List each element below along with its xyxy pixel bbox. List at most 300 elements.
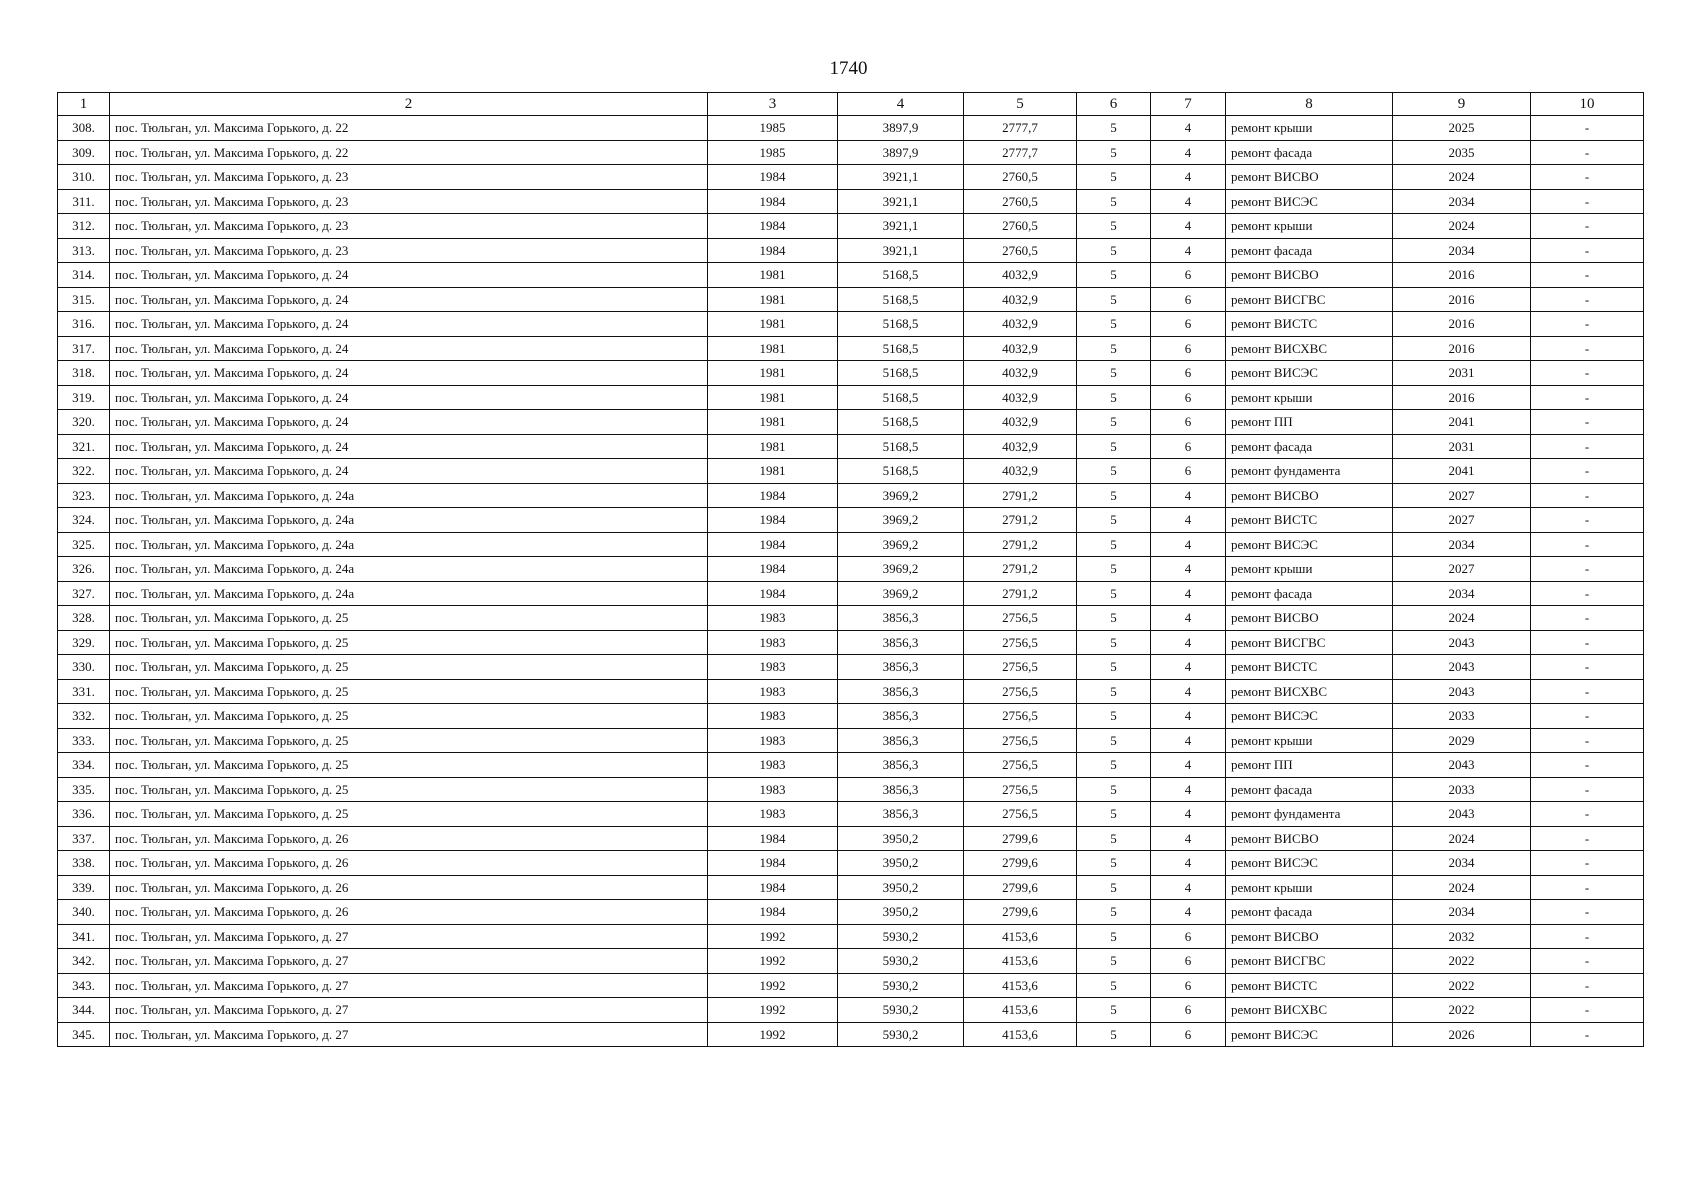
address-cell: пос. Тюльган, ул. Максима Горького, д. 24 — [110, 287, 708, 312]
address-cell: пос. Тюльган, ул. Максима Горького, д. 23 — [110, 214, 708, 239]
row-number: 343. — [58, 973, 110, 998]
address-cell: пос. Тюльган, ул. Максима Горького, д. 24 — [110, 385, 708, 410]
year-cell: 1981 — [708, 336, 838, 361]
column-header: 2 — [110, 93, 708, 116]
total-area-cell: 5168,5 — [838, 385, 964, 410]
entrances-cell: 4 — [1151, 875, 1226, 900]
living-area-cell: 2799,6 — [964, 900, 1077, 925]
note-cell: - — [1531, 263, 1644, 288]
note-cell: - — [1531, 214, 1644, 239]
note-cell: - — [1531, 924, 1644, 949]
year-cell: 1981 — [708, 287, 838, 312]
entrances-cell: 4 — [1151, 753, 1226, 778]
address-cell: пос. Тюльган, ул. Максима Горького, д. 22 — [110, 140, 708, 165]
total-area-cell: 5930,2 — [838, 973, 964, 998]
work-type-cell: ремонт ПП — [1226, 410, 1393, 435]
work-type-cell: ремонт ВИСВО — [1226, 263, 1393, 288]
work-type-cell: ремонт ВИСЭС — [1226, 704, 1393, 729]
entrances-cell: 4 — [1151, 630, 1226, 655]
row-number: 334. — [58, 753, 110, 778]
work-type-cell: ремонт ВИСТС — [1226, 973, 1393, 998]
work-type-cell: ремонт крыши — [1226, 557, 1393, 582]
year-cell: 1981 — [708, 312, 838, 337]
row-number: 314. — [58, 263, 110, 288]
year-cell: 1983 — [708, 728, 838, 753]
planned-year-cell: 2034 — [1393, 851, 1531, 876]
entrances-cell: 6 — [1151, 924, 1226, 949]
table-row — [58, 704, 1644, 729]
living-area-cell: 2791,2 — [964, 532, 1077, 557]
address-cell: пос. Тюльган, ул. Максима Горького, д. 24 — [110, 434, 708, 459]
total-area-cell: 5930,2 — [838, 949, 964, 974]
living-area-cell: 2791,2 — [964, 557, 1077, 582]
total-area-cell: 3950,2 — [838, 826, 964, 851]
page-number: 1740 — [829, 58, 868, 79]
row-number: 342. — [58, 949, 110, 974]
table-row — [58, 434, 1644, 459]
planned-year-cell: 2033 — [1393, 777, 1531, 802]
living-area-cell: 4032,9 — [964, 410, 1077, 435]
planned-year-cell: 2043 — [1393, 679, 1531, 704]
floors-cell: 5 — [1077, 606, 1151, 631]
address-cell: пос. Тюльган, ул. Максима Горького, д. 26 — [110, 875, 708, 900]
entrances-cell: 4 — [1151, 728, 1226, 753]
row-number: 337. — [58, 826, 110, 851]
entrances-cell: 6 — [1151, 263, 1226, 288]
total-area-cell: 3969,2 — [838, 557, 964, 582]
table-row — [58, 410, 1644, 435]
planned-year-cell: 2022 — [1393, 949, 1531, 974]
entrances-cell: 4 — [1151, 655, 1226, 680]
total-area-cell: 3856,3 — [838, 606, 964, 631]
table-row — [58, 336, 1644, 361]
note-cell: - — [1531, 753, 1644, 778]
work-type-cell: ремонт ВИСЭС — [1226, 532, 1393, 557]
row-number: 310. — [58, 165, 110, 190]
table-row — [58, 312, 1644, 337]
address-cell: пос. Тюльган, ул. Максима Горького, д. 25 — [110, 728, 708, 753]
total-area-cell: 5168,5 — [838, 263, 964, 288]
year-cell: 1984 — [708, 483, 838, 508]
note-cell: - — [1531, 385, 1644, 410]
address-cell: пос. Тюльган, ул. Максима Горького, д. 25 — [110, 679, 708, 704]
table-row — [58, 875, 1644, 900]
total-area-cell: 5168,5 — [838, 410, 964, 435]
entrances-cell: 4 — [1151, 165, 1226, 190]
row-number: 344. — [58, 998, 110, 1023]
year-cell: 1984 — [708, 557, 838, 582]
address-cell: пос. Тюльган, ул. Максима Горького, д. 24 — [110, 361, 708, 386]
year-cell: 1984 — [708, 851, 838, 876]
entrances-cell: 4 — [1151, 140, 1226, 165]
floors-cell: 5 — [1077, 557, 1151, 582]
year-cell: 1992 — [708, 924, 838, 949]
living-area-cell: 4153,6 — [964, 924, 1077, 949]
planned-year-cell: 2016 — [1393, 385, 1531, 410]
living-area-cell: 4153,6 — [964, 1022, 1077, 1047]
year-cell: 1983 — [708, 630, 838, 655]
table-row — [58, 557, 1644, 582]
work-type-cell: ремонт ВИСТС — [1226, 508, 1393, 533]
row-number: 339. — [58, 875, 110, 900]
total-area-cell: 3856,3 — [838, 777, 964, 802]
year-cell: 1984 — [708, 508, 838, 533]
planned-year-cell: 2016 — [1393, 263, 1531, 288]
address-cell: пос. Тюльган, ул. Максима Горького, д. 23 — [110, 165, 708, 190]
note-cell: - — [1531, 532, 1644, 557]
address-cell: пос. Тюльган, ул. Максима Горького, д. 25 — [110, 704, 708, 729]
floors-cell: 5 — [1077, 532, 1151, 557]
planned-year-cell: 2034 — [1393, 238, 1531, 263]
planned-year-cell: 2043 — [1393, 753, 1531, 778]
work-type-cell: ремонт ВИСЭС — [1226, 1022, 1393, 1047]
note-cell: - — [1531, 508, 1644, 533]
living-area-cell: 2756,5 — [964, 728, 1077, 753]
living-area-cell: 2756,5 — [964, 704, 1077, 729]
floors-cell: 5 — [1077, 361, 1151, 386]
note-cell: - — [1531, 410, 1644, 435]
row-number: 338. — [58, 851, 110, 876]
living-area-cell: 2756,5 — [964, 777, 1077, 802]
year-cell: 1992 — [708, 998, 838, 1023]
entrances-cell: 6 — [1151, 434, 1226, 459]
header-row — [58, 93, 1644, 116]
planned-year-cell: 2031 — [1393, 434, 1531, 459]
year-cell: 1981 — [708, 434, 838, 459]
year-cell: 1981 — [708, 361, 838, 386]
entrances-cell: 4 — [1151, 238, 1226, 263]
address-cell: пос. Тюльган, ул. Максима Горького, д. 25 — [110, 655, 708, 680]
year-cell: 1983 — [708, 655, 838, 680]
address-cell: пос. Тюльган, ул. Максима Горького, д. 27 — [110, 998, 708, 1023]
address-cell: пос. Тюльган, ул. Максима Горького, д. 25 — [110, 606, 708, 631]
address-cell: пос. Тюльган, ул. Максима Горького, д. 24а — [110, 508, 708, 533]
table-row — [58, 949, 1644, 974]
total-area-cell: 3856,3 — [838, 728, 964, 753]
entrances-cell: 4 — [1151, 116, 1226, 141]
floors-cell: 5 — [1077, 900, 1151, 925]
total-area-cell: 3921,1 — [838, 189, 964, 214]
column-header: 10 — [1531, 93, 1644, 116]
table-row — [58, 1022, 1644, 1047]
floors-cell: 5 — [1077, 704, 1151, 729]
work-type-cell: ремонт крыши — [1226, 214, 1393, 239]
total-area-cell: 3969,2 — [838, 581, 964, 606]
table-row — [58, 998, 1644, 1023]
total-area-cell: 3921,1 — [838, 238, 964, 263]
floors-cell: 5 — [1077, 753, 1151, 778]
planned-year-cell: 2034 — [1393, 189, 1531, 214]
row-number: 329. — [58, 630, 110, 655]
planned-year-cell: 2026 — [1393, 1022, 1531, 1047]
floors-cell: 5 — [1077, 826, 1151, 851]
year-cell: 1983 — [708, 802, 838, 827]
repair-schedule-table — [57, 92, 1644, 1047]
living-area-cell: 4032,9 — [964, 434, 1077, 459]
table-row — [58, 802, 1644, 827]
work-type-cell: ремонт ВИСВО — [1226, 165, 1393, 190]
address-cell: пос. Тюльган, ул. Максима Горького, д. 24а — [110, 581, 708, 606]
living-area-cell: 4032,9 — [964, 263, 1077, 288]
work-type-cell: ремонт ВИСЭС — [1226, 361, 1393, 386]
planned-year-cell: 2034 — [1393, 532, 1531, 557]
row-number: 312. — [58, 214, 110, 239]
work-type-cell: ремонт ВИСГВС — [1226, 630, 1393, 655]
note-cell: - — [1531, 238, 1644, 263]
planned-year-cell: 2027 — [1393, 508, 1531, 533]
note-cell: - — [1531, 361, 1644, 386]
entrances-cell: 6 — [1151, 410, 1226, 435]
total-area-cell: 3856,3 — [838, 655, 964, 680]
living-area-cell: 2760,5 — [964, 189, 1077, 214]
row-number: 315. — [58, 287, 110, 312]
address-cell: пос. Тюльган, ул. Максима Горького, д. 24 — [110, 336, 708, 361]
floors-cell: 5 — [1077, 508, 1151, 533]
note-cell: - — [1531, 826, 1644, 851]
table-row — [58, 777, 1644, 802]
year-cell: 1984 — [708, 826, 838, 851]
entrances-cell: 4 — [1151, 532, 1226, 557]
note-cell: - — [1531, 704, 1644, 729]
column-header: 8 — [1226, 93, 1393, 116]
entrances-cell: 4 — [1151, 214, 1226, 239]
planned-year-cell: 2027 — [1393, 483, 1531, 508]
year-cell: 1984 — [708, 238, 838, 263]
planned-year-cell: 2024 — [1393, 826, 1531, 851]
work-type-cell: ремонт фасада — [1226, 238, 1393, 263]
living-area-cell: 4032,9 — [964, 361, 1077, 386]
note-cell: - — [1531, 949, 1644, 974]
row-number: 332. — [58, 704, 110, 729]
row-number: 322. — [58, 459, 110, 484]
address-cell: пос. Тюльган, ул. Максима Горького, д. 24 — [110, 410, 708, 435]
planned-year-cell: 2027 — [1393, 557, 1531, 582]
total-area-cell: 3856,3 — [838, 704, 964, 729]
entrances-cell: 4 — [1151, 826, 1226, 851]
year-cell: 1981 — [708, 385, 838, 410]
planned-year-cell: 2033 — [1393, 704, 1531, 729]
table-row — [58, 508, 1644, 533]
note-cell: - — [1531, 900, 1644, 925]
entrances-cell: 6 — [1151, 973, 1226, 998]
planned-year-cell: 2024 — [1393, 165, 1531, 190]
living-area-cell: 4032,9 — [964, 385, 1077, 410]
living-area-cell: 2756,5 — [964, 753, 1077, 778]
note-cell: - — [1531, 312, 1644, 337]
year-cell: 1984 — [708, 900, 838, 925]
work-type-cell: ремонт крыши — [1226, 728, 1393, 753]
year-cell: 1983 — [708, 777, 838, 802]
address-cell: пос. Тюльган, ул. Максима Горького, д. 25 — [110, 802, 708, 827]
work-type-cell: ремонт ВИСХВС — [1226, 679, 1393, 704]
note-cell: - — [1531, 777, 1644, 802]
address-cell: пос. Тюльган, ул. Максима Горького, д. 23 — [110, 189, 708, 214]
entrances-cell: 4 — [1151, 483, 1226, 508]
floors-cell: 5 — [1077, 924, 1151, 949]
row-number: 318. — [58, 361, 110, 386]
address-cell: пос. Тюльган, ул. Максима Горького, д. 26 — [110, 851, 708, 876]
floors-cell: 5 — [1077, 973, 1151, 998]
floors-cell: 5 — [1077, 189, 1151, 214]
planned-year-cell: 2041 — [1393, 459, 1531, 484]
work-type-cell: ремонт ПП — [1226, 753, 1393, 778]
living-area-cell: 2777,7 — [964, 140, 1077, 165]
planned-year-cell: 2016 — [1393, 312, 1531, 337]
table-row — [58, 606, 1644, 631]
row-number: 341. — [58, 924, 110, 949]
year-cell: 1984 — [708, 581, 838, 606]
total-area-cell: 3921,1 — [838, 214, 964, 239]
address-cell: пос. Тюльган, ул. Максима Горького, д. 24а — [110, 532, 708, 557]
note-cell: - — [1531, 655, 1644, 680]
address-cell: пос. Тюльган, ул. Максима Горького, д. 23 — [110, 238, 708, 263]
living-area-cell: 2760,5 — [964, 214, 1077, 239]
entrances-cell: 6 — [1151, 312, 1226, 337]
total-area-cell: 3950,2 — [838, 875, 964, 900]
entrances-cell: 4 — [1151, 777, 1226, 802]
address-cell: пос. Тюльган, ул. Максима Горького, д. 27 — [110, 973, 708, 998]
table-row — [58, 263, 1644, 288]
table-row — [58, 116, 1644, 141]
note-cell: - — [1531, 851, 1644, 876]
living-area-cell: 2756,5 — [964, 606, 1077, 631]
total-area-cell: 5168,5 — [838, 287, 964, 312]
row-number: 326. — [58, 557, 110, 582]
planned-year-cell: 2043 — [1393, 630, 1531, 655]
table-row — [58, 826, 1644, 851]
row-number: 308. — [58, 116, 110, 141]
note-cell: - — [1531, 287, 1644, 312]
year-cell: 1985 — [708, 140, 838, 165]
table-row — [58, 459, 1644, 484]
table-row — [58, 851, 1644, 876]
total-area-cell: 5168,5 — [838, 336, 964, 361]
entrances-cell: 6 — [1151, 336, 1226, 361]
work-type-cell: ремонт ВИСХВС — [1226, 998, 1393, 1023]
entrances-cell: 6 — [1151, 949, 1226, 974]
address-cell: пос. Тюльган, ул. Максима Горького, д. 24 — [110, 312, 708, 337]
work-type-cell: ремонт фундамента — [1226, 459, 1393, 484]
entrances-cell: 4 — [1151, 679, 1226, 704]
row-number: 309. — [58, 140, 110, 165]
total-area-cell: 3969,2 — [838, 483, 964, 508]
living-area-cell: 2756,5 — [964, 802, 1077, 827]
note-cell: - — [1531, 1022, 1644, 1047]
living-area-cell: 2791,2 — [964, 483, 1077, 508]
column-header: 9 — [1393, 93, 1531, 116]
work-type-cell: ремонт ВИСХВС — [1226, 336, 1393, 361]
floors-cell: 5 — [1077, 655, 1151, 680]
total-area-cell: 3950,2 — [838, 900, 964, 925]
floors-cell: 5 — [1077, 434, 1151, 459]
floors-cell: 5 — [1077, 777, 1151, 802]
entrances-cell: 6 — [1151, 459, 1226, 484]
year-cell: 1992 — [708, 949, 838, 974]
floors-cell: 5 — [1077, 312, 1151, 337]
table-row — [58, 973, 1644, 998]
living-area-cell: 2799,6 — [964, 826, 1077, 851]
total-area-cell: 5168,5 — [838, 434, 964, 459]
total-area-cell: 3856,3 — [838, 679, 964, 704]
table-row — [58, 214, 1644, 239]
table-row — [58, 385, 1644, 410]
total-area-cell: 5168,5 — [838, 459, 964, 484]
floors-cell: 5 — [1077, 385, 1151, 410]
floors-cell: 5 — [1077, 483, 1151, 508]
address-cell: пос. Тюльган, ул. Максима Горького, д. 27 — [110, 949, 708, 974]
work-type-cell: ремонт фасада — [1226, 777, 1393, 802]
year-cell: 1981 — [708, 263, 838, 288]
year-cell: 1983 — [708, 753, 838, 778]
table-body — [58, 116, 1644, 1047]
total-area-cell: 3856,3 — [838, 630, 964, 655]
planned-year-cell: 2022 — [1393, 998, 1531, 1023]
note-cell: - — [1531, 140, 1644, 165]
floors-cell: 5 — [1077, 998, 1151, 1023]
floors-cell: 5 — [1077, 165, 1151, 190]
note-cell: - — [1531, 998, 1644, 1023]
planned-year-cell: 2016 — [1393, 287, 1531, 312]
note-cell: - — [1531, 459, 1644, 484]
living-area-cell: 4032,9 — [964, 312, 1077, 337]
total-area-cell: 3897,9 — [838, 140, 964, 165]
living-area-cell: 2791,2 — [964, 581, 1077, 606]
total-area-cell: 3969,2 — [838, 532, 964, 557]
planned-year-cell: 2022 — [1393, 973, 1531, 998]
note-cell: - — [1531, 165, 1644, 190]
entrances-cell: 4 — [1151, 704, 1226, 729]
note-cell: - — [1531, 606, 1644, 631]
row-number: 345. — [58, 1022, 110, 1047]
row-number: 333. — [58, 728, 110, 753]
column-header: 3 — [708, 93, 838, 116]
row-number: 325. — [58, 532, 110, 557]
living-area-cell: 4032,9 — [964, 287, 1077, 312]
note-cell: - — [1531, 630, 1644, 655]
total-area-cell: 5930,2 — [838, 1022, 964, 1047]
table-row — [58, 532, 1644, 557]
work-type-cell: ремонт ВИСЭС — [1226, 851, 1393, 876]
planned-year-cell: 2043 — [1393, 655, 1531, 680]
planned-year-cell: 2041 — [1393, 410, 1531, 435]
address-cell: пос. Тюльган, ул. Максима Горького, д. 24а — [110, 483, 708, 508]
planned-year-cell: 2043 — [1393, 802, 1531, 827]
address-cell: пос. Тюльган, ул. Максима Горького, д. 25 — [110, 630, 708, 655]
table-row — [58, 581, 1644, 606]
floors-cell: 5 — [1077, 238, 1151, 263]
column-header: 1 — [58, 93, 110, 116]
work-type-cell: ремонт фасада — [1226, 140, 1393, 165]
address-cell: пос. Тюльган, ул. Максима Горького, д. 26 — [110, 900, 708, 925]
floors-cell: 5 — [1077, 1022, 1151, 1047]
year-cell: 1984 — [708, 214, 838, 239]
year-cell: 1984 — [708, 165, 838, 190]
address-cell: пос. Тюльган, ул. Максима Горького, д. 24 — [110, 459, 708, 484]
table-row — [58, 287, 1644, 312]
year-cell: 1992 — [708, 973, 838, 998]
floors-cell: 5 — [1077, 630, 1151, 655]
entrances-cell: 6 — [1151, 287, 1226, 312]
note-cell: - — [1531, 336, 1644, 361]
table-row — [58, 140, 1644, 165]
address-cell: пос. Тюльган, ул. Максима Горького, д. 27 — [110, 924, 708, 949]
year-cell: 1981 — [708, 459, 838, 484]
total-area-cell: 5168,5 — [838, 312, 964, 337]
living-area-cell: 2760,5 — [964, 165, 1077, 190]
row-number: 340. — [58, 900, 110, 925]
floors-cell: 5 — [1077, 214, 1151, 239]
table-row — [58, 238, 1644, 263]
